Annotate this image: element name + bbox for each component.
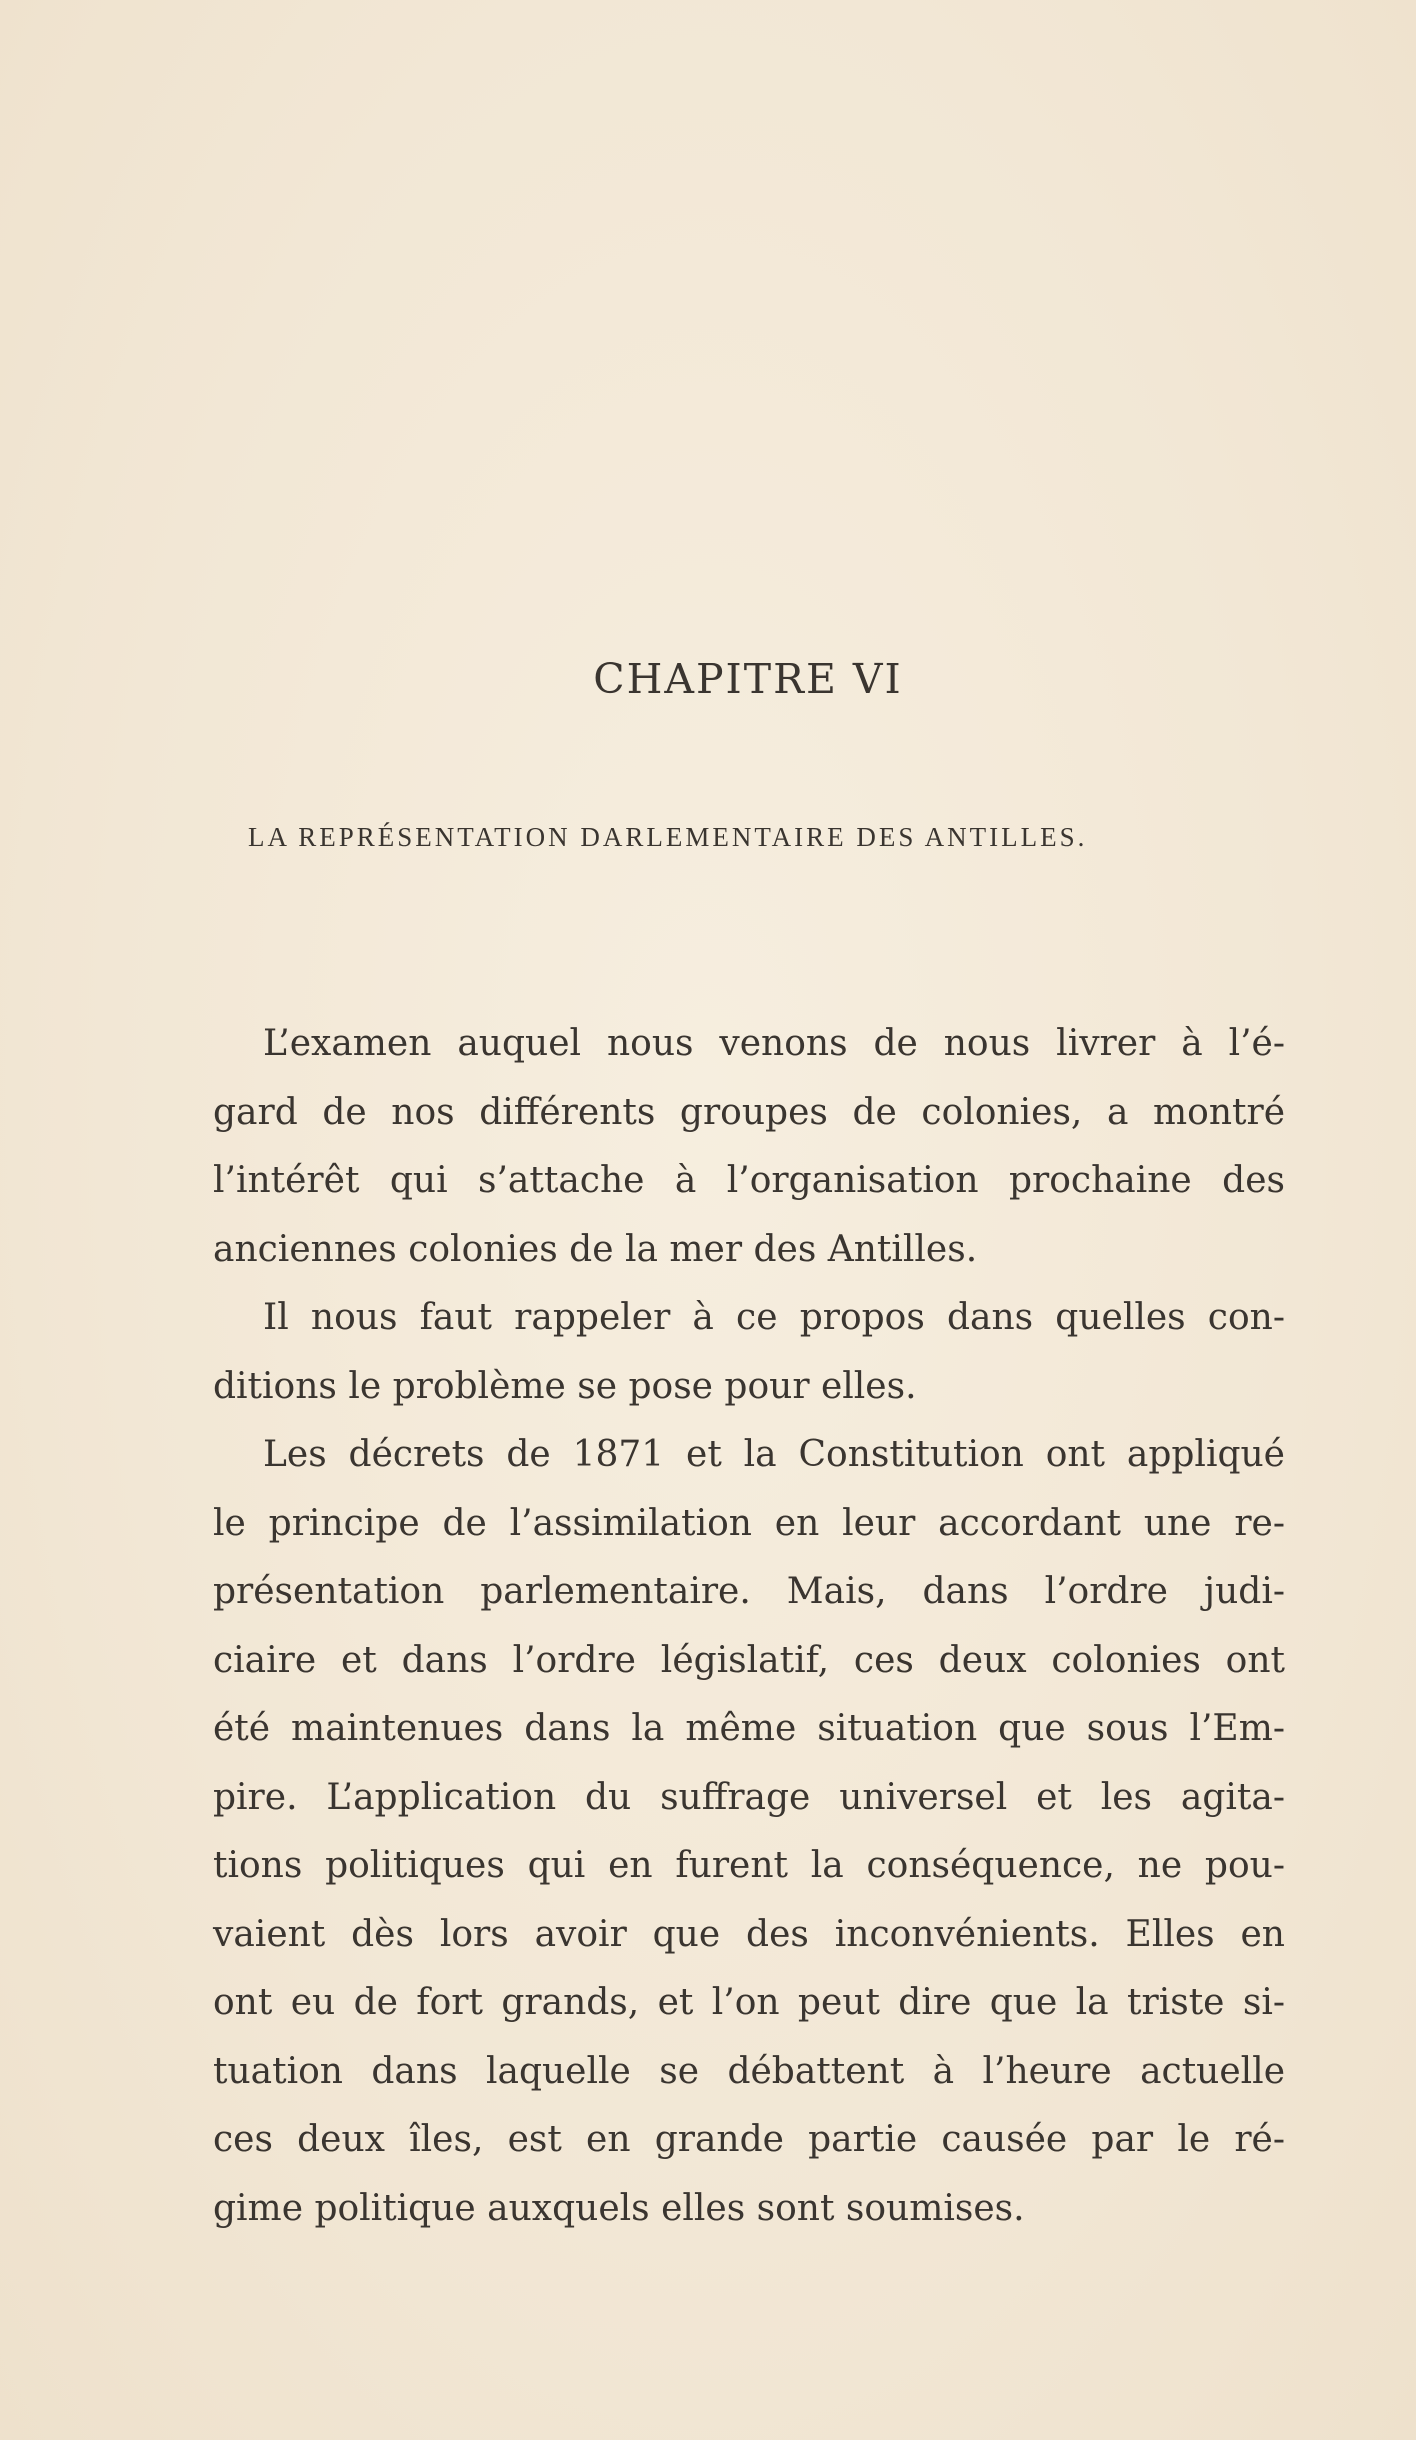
chapter-body	[213, 1010, 1285, 2243]
text-line: ditions le problème se pose pour elles.	[213, 1365, 917, 1407]
chapter-title: CHAPITRE VI	[593, 655, 903, 703]
text-line: ciaire et dans l’ordre législatif, ces deux colonies ont	[213, 1639, 1285, 1681]
text-line: présentation parlementaire. Mais, dans l’ordre judi-	[213, 1571, 1285, 1612]
text-line: pire. L’application du suffrage universel et les agita-	[213, 1776, 1285, 1818]
text-line: Il nous faut rappeler à ce propos dans quelles con-	[263, 1297, 1285, 1338]
text-line: tions politiques qui en furent la conséquence, ne pou-	[213, 1845, 1285, 1886]
text-line: vaient dès lors avoir que des inconvénients. Elles en	[213, 1913, 1285, 1955]
text-line: l’intérêt qui s’attache à l’organisation prochaine des	[213, 1160, 1285, 1201]
text-line: été maintenues dans la même situation que sous l’Em-	[213, 1708, 1285, 1749]
text-line: L’examen auquel nous venons de nous livrer à l’é-	[263, 1023, 1285, 1064]
text-line: ont eu de fort grands, et l’on peut dire que la triste si-	[213, 1982, 1285, 2023]
text-line: le principe de l’assimilation en leur accordant une re-	[213, 1502, 1285, 1544]
text-line: ces deux îles, est en grande partie causée par le ré-	[213, 2119, 1285, 2160]
text-line: tuation dans laquelle se débattent à l’heure actuelle	[213, 2050, 1285, 2092]
text-line: anciennes colonies de la mer des Antilles.	[213, 1228, 978, 1270]
paragraph-2	[213, 1284, 1285, 1421]
text-line: Les décrets de 1871 et la Constitution ont appliqué	[263, 1434, 1285, 1475]
text-line: gard de nos différents groupes de colonies, a montré	[213, 1091, 1285, 1133]
paragraph-3	[213, 1421, 1285, 2243]
paragraph-1	[213, 1010, 1285, 1284]
text-line: gime politique auxquels elles sont soumises.	[213, 2187, 1025, 2229]
chapter-subtitle: LA REPRÉSENTATION DARLEMENTAIRE DES ANTILLES.	[248, 822, 1088, 852]
